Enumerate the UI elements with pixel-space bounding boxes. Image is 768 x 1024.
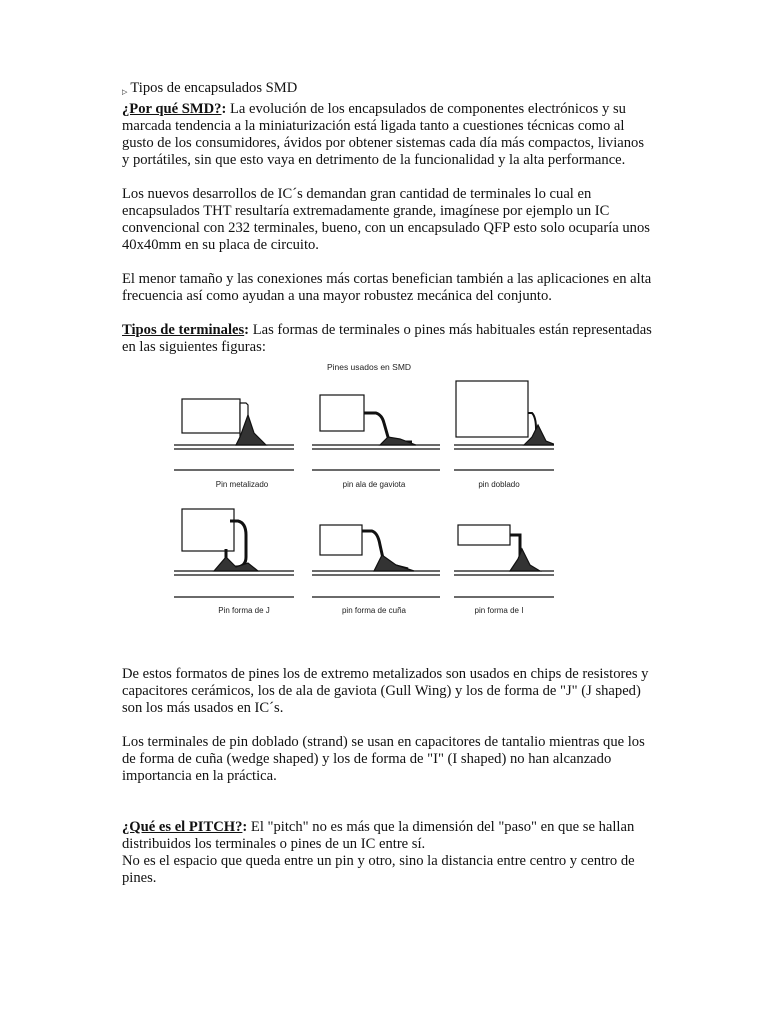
bullet-icon: ▷ (122, 88, 128, 96)
paragraph-smaller-size: El menor tamaño y las conexiones más cortas benefician también a las aplicaciones en alta frecuencia así como ayudan a una mayor robustez mecánica del conjunto. (122, 271, 652, 304)
label-pin-metalizado: Pin metalizado (215, 480, 269, 489)
label-pin-cuna: pin forma de cuña (341, 606, 407, 615)
pin-doblado-drawing (454, 381, 554, 470)
label-pin-gaviota: pin ala de gaviota (342, 480, 406, 489)
label-pin-forma-i: pin forma de I (474, 606, 524, 615)
lead-why-smd: ¿Por qué SMD? (122, 101, 222, 117)
label-pin-doblado: pin doblado (478, 480, 520, 489)
paragraph-pitch-definition: No es el espacio que queda entre un pin y otro, sino la distancia entre centro y centro de pines. (122, 853, 635, 886)
lead-pitch: ¿Qué es el PITCH? (122, 819, 243, 835)
pin-forma-i-drawing (454, 525, 554, 597)
pin-cuna-drawing (312, 525, 440, 597)
pin-forma-j-drawing (174, 509, 294, 597)
pin-gaviota-drawing (312, 395, 440, 470)
doc-heading: ▷ Tipos de encapsulados SMD (122, 80, 298, 96)
label-pin-forma-j: Pin forma de J (218, 606, 270, 615)
paragraph-terminal-types: Tipos de terminales: Las formas de terminales o pines más habituales están representadas en las siguientes figuras: (122, 322, 652, 355)
paragraph-new-developments: Los nuevos desarrollos de IC´s demandan gran cantidad de terminales lo cual en encapsulados THT resultaría extremadamente grande, imagínese por ejemplo un IC convencional con 232 terminales, bueno, con un encapsulado QFP esto solo ocuparía unos 40x40mm en su placa de circuito. (122, 186, 650, 253)
paragraph-why-smd: ¿Por qué SMD?: La evolución de los encapsulados de componentes electrónicos y su marcada tendencia a la miniaturización está ligada tanto a cuestiones técnicas como al gusto de los consumidores, ávidos por obtener sistemas cada día más compactos, livianos y portátiles, sin que esto vaya en detrimento de la funcionalidad y la alta performance. (122, 101, 645, 168)
smd-pins-diagram (174, 359, 554, 645)
document-body (122, 80, 652, 887)
paragraph-strand-terminals: Los terminales de pin doblado (strand) se usan en capacitores de tantalio mientras que los de forma de cuña (wedge shaped) y los de forma de "I" (I shaped) no han alcanzado importancia en la práctica. (122, 734, 645, 784)
lead-terminal-types: Tipos de terminales (122, 322, 245, 338)
figure-title: Pines usados en SMD (326, 362, 412, 372)
pin-metalizado-drawing (174, 399, 294, 470)
paragraph-pitch: ¿Qué es el PITCH?: El "pitch" no es más que la dimensión del "paso" en que se hallan distribuidos los terminales o pines de un IC entre sí. (122, 819, 635, 852)
paragraph-formats-usage: De estos formatos de pines los de extremo metalizados son usados en chips de resistores y capacitores cerámicos, los de ala de gaviota (Gull Wing) y los de forma de "J" (J shaped) son los más usados en IC´s. (122, 666, 649, 716)
smd-pins-figure (122, 359, 652, 649)
